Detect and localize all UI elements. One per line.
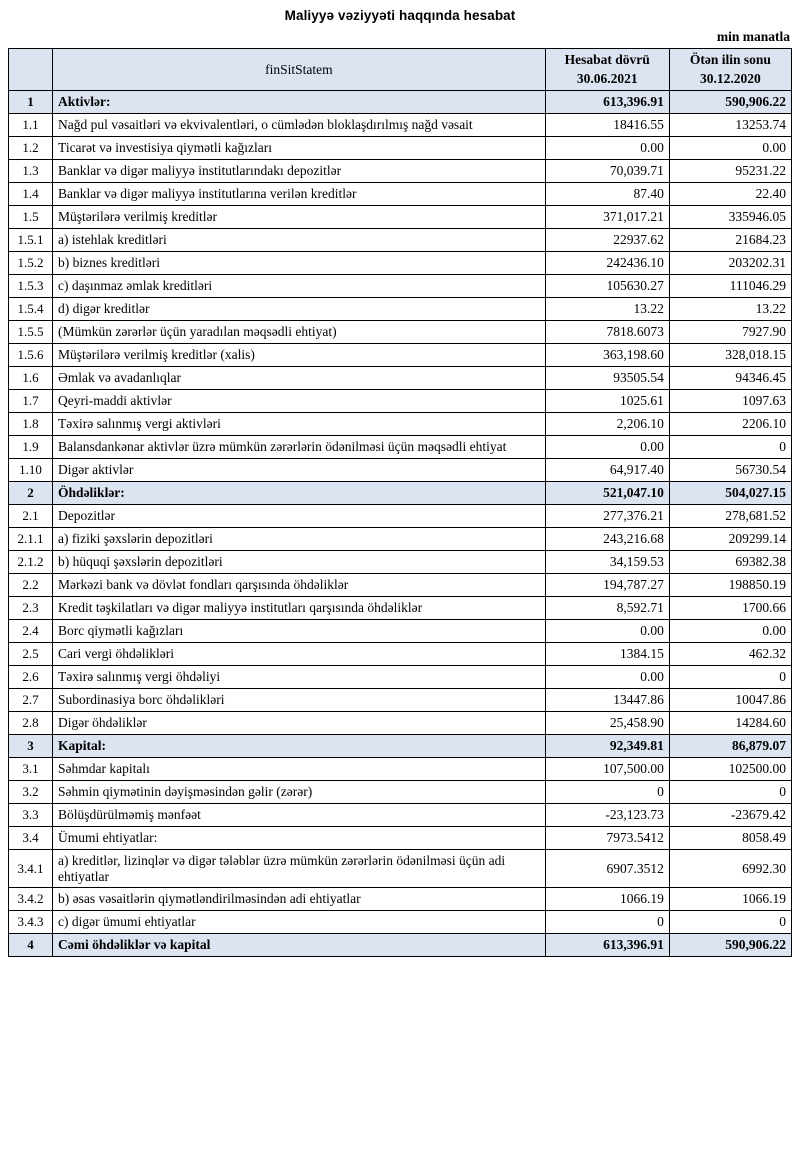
row-value-previous: 111046.29 <box>669 275 791 298</box>
row-value-previous: 10047.86 <box>669 689 791 712</box>
table-row <box>9 781 792 804</box>
row-number: 3 <box>9 735 53 758</box>
table-row <box>9 620 792 643</box>
row-value-current: 87.40 <box>545 183 669 206</box>
row-value-previous: 95231.22 <box>669 160 791 183</box>
row-number: 2.4 <box>9 620 53 643</box>
row-value-current: 194,787.27 <box>545 574 669 597</box>
table-body <box>9 91 792 957</box>
row-value-previous: 1097.63 <box>669 390 791 413</box>
row-number: 2.5 <box>9 643 53 666</box>
row-value-current: 7818.6073 <box>545 321 669 344</box>
row-value-previous: -23679.42 <box>669 804 791 827</box>
row-number: 1.10 <box>9 459 53 482</box>
row-label: Bölüşdürülməmiş mənfəət <box>53 804 546 827</box>
row-number: 1.5 <box>9 206 53 229</box>
row-value-current: 64,917.40 <box>545 459 669 482</box>
row-label: Depozitlər <box>53 505 546 528</box>
row-label: Borc qiymətli kağızları <box>53 620 546 643</box>
row-number: 1.2 <box>9 137 53 160</box>
row-label: c) digər ümumi ehtiyatlar <box>53 911 546 934</box>
row-value-current: 18416.55 <box>545 114 669 137</box>
table-row <box>9 597 792 620</box>
table-row <box>9 528 792 551</box>
row-value-previous: 13253.74 <box>669 114 791 137</box>
row-number: 1 <box>9 91 53 114</box>
row-value-previous: 0 <box>669 666 791 689</box>
row-value-previous: 0.00 <box>669 137 791 160</box>
row-number: 2.1.1 <box>9 528 53 551</box>
table-row <box>9 827 792 850</box>
row-value-previous: 22.40 <box>669 183 791 206</box>
row-label: (Mümkün zərərlər üçün yaradılan məqsədli ehtiyat) <box>53 321 546 344</box>
unit-note: min manatla <box>716 29 790 44</box>
table-row <box>9 551 792 574</box>
row-label: b) biznes kreditləri <box>53 252 546 275</box>
row-value-previous: 1700.66 <box>669 597 791 620</box>
row-label: Səhmin qiymətinin dəyişməsindən gəlir (zərər) <box>53 781 546 804</box>
row-label: b) əsas vəsaitlərin qiymətləndirilməsindən adi ehtiyatlar <box>53 888 546 911</box>
table-row <box>9 911 792 934</box>
table-row <box>9 206 792 229</box>
row-number: 3.2 <box>9 781 53 804</box>
row-number: 2.8 <box>9 712 53 735</box>
row-value-current: 277,376.21 <box>545 505 669 528</box>
row-value-current: 1025.61 <box>545 390 669 413</box>
row-number: 2.3 <box>9 597 53 620</box>
column-header-name: finSitStatem <box>53 49 546 91</box>
row-value-previous: 590,906.22 <box>669 91 791 114</box>
row-value-current: 22937.62 <box>545 229 669 252</box>
row-number: 2.2 <box>9 574 53 597</box>
table-row <box>9 413 792 436</box>
row-value-previous: 590,906.22 <box>669 934 791 957</box>
row-value-current: 34,159.53 <box>545 551 669 574</box>
table-row <box>9 183 792 206</box>
table-row <box>9 643 792 666</box>
row-value-previous: 13.22 <box>669 298 791 321</box>
row-label: Qeyri-maddi aktivlər <box>53 390 546 413</box>
table-row <box>9 505 792 528</box>
column-header-current-line2: 30.06.2021 <box>576 71 638 86</box>
row-value-current: 613,396.91 <box>545 934 669 957</box>
row-value-current: 105630.27 <box>545 275 669 298</box>
row-value-current: 0.00 <box>545 436 669 459</box>
row-number: 3.4 <box>9 827 53 850</box>
row-value-previous: 0 <box>669 436 791 459</box>
row-number: 1.3 <box>9 160 53 183</box>
row-value-current: 613,396.91 <box>545 91 669 114</box>
row-number: 2.6 <box>9 666 53 689</box>
row-label: Subordinasiya borc öhdəlikləri <box>53 689 546 712</box>
row-label: Mərkəzi bank və dövlət fondları qarşısında öhdəliklər <box>53 574 546 597</box>
table-row <box>9 229 792 252</box>
row-label: Banklar və digər maliyyə institutlarındakı depozitlər <box>53 160 546 183</box>
column-header-previous <box>669 49 791 91</box>
row-value-previous: 94346.45 <box>669 367 791 390</box>
row-value-current: 242436.10 <box>545 252 669 275</box>
row-number: 2.7 <box>9 689 53 712</box>
row-number: 1.4 <box>9 183 53 206</box>
row-number: 1.8 <box>9 413 53 436</box>
row-value-previous: 6992.30 <box>669 850 791 888</box>
row-value-previous: 8058.49 <box>669 827 791 850</box>
table-row <box>9 436 792 459</box>
row-value-previous: 0.00 <box>669 620 791 643</box>
row-number: 1.5.6 <box>9 344 53 367</box>
row-number: 3.4.1 <box>9 850 53 888</box>
row-value-current: 2,206.10 <box>545 413 669 436</box>
table-header-row <box>9 49 792 91</box>
row-value-current: 0.00 <box>545 620 669 643</box>
financial-statement-table <box>8 48 792 957</box>
table-row <box>9 114 792 137</box>
row-label: a) kreditlər, lizinqlər və digər tələblər üzrə mümkün zərərlərin ödənilməsi üçün adi ehtiyatlar <box>53 850 546 888</box>
table-row <box>9 252 792 275</box>
row-label: Kredit təşkilatları və digər maliyyə institutları qarşısında öhdəliklər <box>53 597 546 620</box>
row-label: Müştərilərə verilmiş kreditlər <box>53 206 546 229</box>
column-header-previous-line1: Ötən ilin sonu <box>689 52 771 67</box>
column-header-current <box>545 49 669 91</box>
row-value-previous: 209299.14 <box>669 528 791 551</box>
row-value-previous: 1066.19 <box>669 888 791 911</box>
row-label: Ticarət və investisiya qiymətli kağızları <box>53 137 546 160</box>
row-value-current: 7973.5412 <box>545 827 669 850</box>
row-number: 1.7 <box>9 390 53 413</box>
column-header-no <box>9 49 53 91</box>
row-label: d) digər kreditlər <box>53 298 546 321</box>
row-value-current: 243,216.68 <box>545 528 669 551</box>
row-value-current: 363,198.60 <box>545 344 669 367</box>
row-value-previous: 462.32 <box>669 643 791 666</box>
row-value-current: 0.00 <box>545 137 669 160</box>
table-row <box>9 459 792 482</box>
row-value-current: 25,458.90 <box>545 712 669 735</box>
column-header-previous-line2: 30.12.2020 <box>700 71 761 86</box>
row-label: Cari vergi öhdəlikləri <box>53 643 546 666</box>
row-value-current: 521,047.10 <box>545 482 669 505</box>
row-value-current: 1384.15 <box>545 643 669 666</box>
row-label: Cəmi öhdəliklər və kapital <box>53 934 546 957</box>
row-label: a) istehlak kreditləri <box>53 229 546 252</box>
row-number: 1.5.5 <box>9 321 53 344</box>
row-value-current: -23,123.73 <box>545 804 669 827</box>
table-row <box>9 367 792 390</box>
table-row <box>9 689 792 712</box>
table-header <box>9 49 792 91</box>
row-value-current: 92,349.81 <box>545 735 669 758</box>
row-value-current: 8,592.71 <box>545 597 669 620</box>
row-label: Təxirə salınmış vergi aktivləri <box>53 413 546 436</box>
row-value-previous: 69382.38 <box>669 551 791 574</box>
row-label: Əmlak və avadanlıqlar <box>53 367 546 390</box>
column-header-current-line1: Hesabat dövrü <box>564 52 650 67</box>
table-row <box>9 804 792 827</box>
row-value-current: 93505.54 <box>545 367 669 390</box>
table-row <box>9 275 792 298</box>
row-value-previous: 198850.19 <box>669 574 791 597</box>
row-value-previous: 278,681.52 <box>669 505 791 528</box>
row-number: 1.5.2 <box>9 252 53 275</box>
row-label: Təxirə salınmış vergi öhdəliyi <box>53 666 546 689</box>
row-value-previous: 335946.05 <box>669 206 791 229</box>
row-value-current: 0 <box>545 911 669 934</box>
table-row <box>9 850 792 888</box>
table-row <box>9 91 792 114</box>
row-label: Digər aktivlər <box>53 459 546 482</box>
table-row <box>9 344 792 367</box>
row-label: b) hüquqi şəxslərin depozitləri <box>53 551 546 574</box>
table-row <box>9 574 792 597</box>
row-value-previous: 2206.10 <box>669 413 791 436</box>
row-number: 3.4.2 <box>9 888 53 911</box>
row-value-current: 107,500.00 <box>545 758 669 781</box>
row-value-previous: 328,018.15 <box>669 344 791 367</box>
row-number: 1.9 <box>9 436 53 459</box>
row-value-previous: 0 <box>669 911 791 934</box>
row-number: 4 <box>9 934 53 957</box>
row-label: Balansdankənar aktivlər üzrə mümkün zərərlərin ödənilməsi üçün məqsədli ehtiyat <box>53 436 546 459</box>
table-row <box>9 298 792 321</box>
row-number: 1.1 <box>9 114 53 137</box>
row-value-current: 13.22 <box>545 298 669 321</box>
table-row <box>9 482 792 505</box>
row-value-previous: 7927.90 <box>669 321 791 344</box>
row-value-current: 6907.3512 <box>545 850 669 888</box>
row-number: 1.5.4 <box>9 298 53 321</box>
row-value-previous: 56730.54 <box>669 459 791 482</box>
row-label: Öhdəliklər: <box>53 482 546 505</box>
row-label: Kapital: <box>53 735 546 758</box>
row-value-current: 70,039.71 <box>545 160 669 183</box>
table-row <box>9 934 792 957</box>
table-row <box>9 712 792 735</box>
row-value-previous: 102500.00 <box>669 758 791 781</box>
table-row <box>9 137 792 160</box>
row-label: Banklar və digər maliyyə institutlarına verilən kreditlər <box>53 183 546 206</box>
row-label: Səhmdar kapitalı <box>53 758 546 781</box>
row-label: Aktivlər: <box>53 91 546 114</box>
table-row <box>9 390 792 413</box>
row-value-current: 1066.19 <box>545 888 669 911</box>
page-title: Maliyyə vəziyyəti haqqında hesabat <box>284 8 516 23</box>
row-number: 1.5.3 <box>9 275 53 298</box>
table-row <box>9 160 792 183</box>
row-label: a) fiziki şəxslərin depozitləri <box>53 528 546 551</box>
row-value-previous: 21684.23 <box>669 229 791 252</box>
table-row <box>9 321 792 344</box>
table-row <box>9 758 792 781</box>
row-number: 2.1.2 <box>9 551 53 574</box>
row-number: 2 <box>9 482 53 505</box>
table-row <box>9 888 792 911</box>
table-row <box>9 735 792 758</box>
row-label: Müştərilərə verilmiş kreditlər (xalis) <box>53 344 546 367</box>
row-number: 1.5.1 <box>9 229 53 252</box>
row-value-previous: 0 <box>669 781 791 804</box>
row-value-previous: 14284.60 <box>669 712 791 735</box>
row-value-current: 371,017.21 <box>545 206 669 229</box>
row-label: c) daşınmaz əmlak kreditləri <box>53 275 546 298</box>
row-value-current: 0 <box>545 781 669 804</box>
row-number: 1.6 <box>9 367 53 390</box>
row-value-previous: 86,879.07 <box>669 735 791 758</box>
row-value-previous: 504,027.15 <box>669 482 791 505</box>
row-number: 3.1 <box>9 758 53 781</box>
row-number: 3.3 <box>9 804 53 827</box>
row-number: 2.1 <box>9 505 53 528</box>
row-number: 3.4.3 <box>9 911 53 934</box>
row-value-current: 13447.86 <box>545 689 669 712</box>
row-value-current: 0.00 <box>545 666 669 689</box>
table-row <box>9 666 792 689</box>
row-label: Nağd pul vəsaitləri və ekvivalentləri, o cümlədən bloklaşdırılmış nağd vəsait <box>53 114 546 137</box>
row-label: Digər öhdəliklər <box>53 712 546 735</box>
row-label: Ümumi ehtiyatlar: <box>53 827 546 850</box>
row-value-previous: 203202.31 <box>669 252 791 275</box>
